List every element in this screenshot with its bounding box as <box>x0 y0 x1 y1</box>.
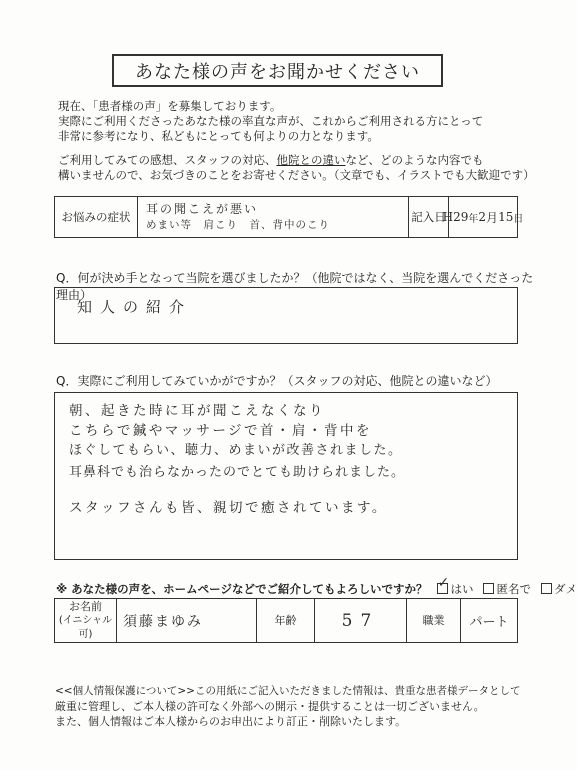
name-label: お名前 (イニシャル可) <box>55 599 117 642</box>
intro-line: 非常に参考になり、私どもにとっても何よりの力となります。 <box>58 129 379 143</box>
answer-2-line: こちらで鍼やマッサージで首・肩・背中を <box>69 423 373 439</box>
answer-2-line: 朝、起きた時に耳が聞こえなくなり <box>69 403 325 419</box>
checkbox-no[interactable] <box>541 583 552 594</box>
date-value[interactable]: H29 年 2 月 15 日 <box>442 210 524 225</box>
footer-line: また、個人情報はご本人様からのお申出により訂正・削除いたします。 <box>55 715 407 728</box>
intro-line: 構いませんので、お気づきのことをお寄せください。（文章でも、イラストでも大歓迎です） <box>58 168 535 182</box>
answer-1-text: 知人の紹介 <box>77 298 193 316</box>
checkbox-anonymous[interactable] <box>483 583 494 594</box>
footer-line: <<個人情報保護について>>この用紙にご記入いただきました情報は、貴重な患者様データとして <box>55 685 521 697</box>
intro-line: 実際にご利用くださったあなた様の率直な声が、これからご利用される方にとって <box>58 114 484 128</box>
answer-2-box[interactable] <box>54 392 518 560</box>
age-label: 年齢 <box>257 599 315 642</box>
job-value[interactable]: パート <box>469 615 509 630</box>
answer-2-line: ほぐしてもらい、聴力、めまいが改善されました。 <box>69 443 403 458</box>
consent-question: ※ あなた様の声を、ホームページなどでご紹介してもよろしいですか？ ✓ はい 匿名で ダメ <box>56 581 577 597</box>
date-label: 記入日 <box>409 197 449 237</box>
info-row <box>54 598 518 643</box>
question-2: Q．実際にご利用してみていかがですか？（スタッフの対応、他院との違いなど） <box>56 374 498 388</box>
checkbox-yes[interactable] <box>437 583 448 594</box>
footer-line: 厳重に管理し、ご本人様の許可なく外部への開示・提供することは一切ございません。 <box>55 700 485 713</box>
answer-2-line: 耳鼻科でも治らなかったのでとても助けられました。 <box>69 465 406 480</box>
name-value[interactable]: 須藤まゆみ <box>117 599 257 642</box>
question-1: Q．何が決め手となって当院を選びましたか？（他院ではなく、当院を選んでくださった理由） <box>56 271 534 302</box>
answer-2-line: スタッフさんも皆、親切で癒されています。 <box>69 500 388 516</box>
job-label: 職業 <box>407 599 461 642</box>
symptom-value[interactable]: 耳の聞こえが悪い めまい等 肩こり 首、背中のこり <box>138 197 409 237</box>
page-title: あなた様の声をお聞かせください <box>112 54 443 87</box>
privacy-footer <box>55 684 525 729</box>
intro-line: 現在、「患者様の声」を募集しております。 <box>58 99 282 113</box>
intro-text <box>58 99 535 183</box>
intro-line: ご利用してみての感想、スタッフの対応、他院との違いなど、どのような内容でも <box>58 153 484 167</box>
age-value[interactable]: 57 <box>315 599 407 642</box>
symptom-row <box>54 196 524 238</box>
answer-1-box[interactable] <box>54 287 518 344</box>
symptom-label: お悩みの症状 <box>55 197 138 237</box>
